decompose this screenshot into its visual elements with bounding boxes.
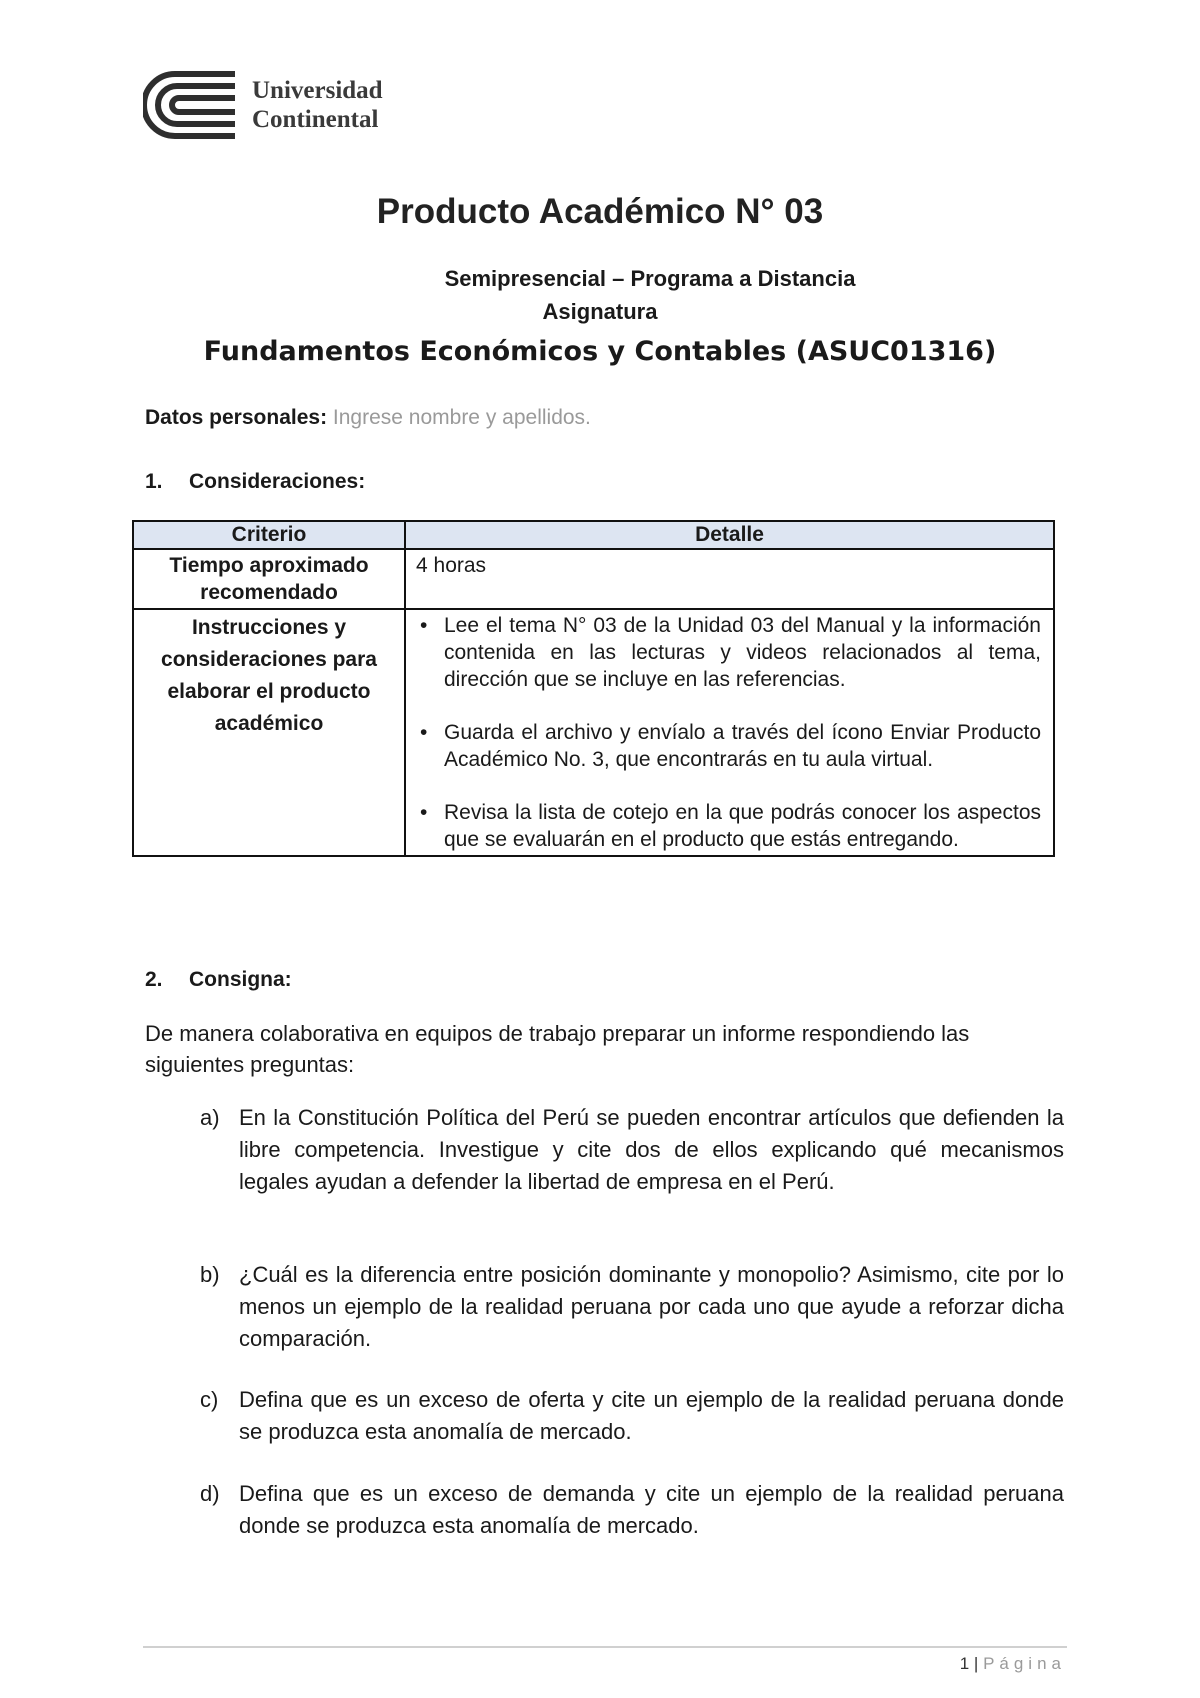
header-criterio: Criterio	[133, 521, 405, 549]
footer-divider	[143, 1646, 1067, 1648]
question-item	[200, 1384, 1064, 1448]
personal-data	[145, 406, 591, 430]
criteria-table	[132, 520, 1055, 857]
question-text: Defina que es un exceso de demanda y cite un ejemplo de la realidad peruana donde se produzca esta anomalía de mercado.	[239, 1481, 1064, 1538]
logo-text	[252, 76, 383, 134]
page-footer	[940, 1654, 1066, 1674]
question-text: En la Constitución Política del Perú se pueden encontrar artículos que defienden la libre competencia. Investigue y cite dos de ellos explicando qué mecanismos legales ayudan a defender la libertad de empresa en el Perú.	[239, 1105, 1064, 1194]
page-title: Producto Académico N° 03	[376, 192, 824, 231]
personal-label: Datos personales:	[145, 406, 328, 429]
footer-separator: |	[973, 1654, 979, 1673]
section-title: Consideraciones:	[189, 470, 366, 493]
criterio-cell: Tiempo aproximado recomendado	[133, 549, 405, 609]
list-item: • Lee el tema N° 03 de la Unidad 03 del Manual y la información contenida en las lecturas y videos relacionados al tema, dirección que se incluye en las referencias.	[444, 612, 1041, 693]
header-detalle: Detalle	[405, 521, 1054, 549]
section-number: 1.	[145, 470, 163, 493]
logo-line-2: Continental	[252, 106, 379, 133]
question-item	[200, 1259, 1064, 1355]
question-item	[200, 1478, 1064, 1542]
asignatura-label: Asignatura	[542, 299, 658, 324]
course-title: Fundamentos Económicos y Contables (ASUC01316)	[203, 336, 997, 367]
detalle-cell: 4 horas	[405, 549, 1054, 609]
section-considerations	[145, 470, 365, 494]
question-label: a)	[200, 1105, 220, 1130]
question-label: b)	[200, 1262, 220, 1287]
question-label: c)	[200, 1387, 219, 1412]
name-field[interactable]: Ingrese nombre y apellidos.	[332, 406, 591, 429]
question-item	[200, 1102, 1064, 1198]
list-item: • Guarda el archivo y envíalo a través del ícono Enviar Producto Académico No. 3, que encontrarás en tu aula virtual.	[444, 719, 1041, 773]
question-label: d)	[200, 1481, 220, 1506]
page-number: 1	[959, 1654, 970, 1673]
detalle-cell	[405, 609, 1054, 856]
page-word: Página	[983, 1654, 1066, 1673]
table-header-row	[133, 521, 1054, 549]
section-number: 2.	[145, 968, 163, 991]
list-item: • Revisa la lista de cotejo en la que podrás conocer los aspectos que se evaluarán en el producto que estás entregando.	[444, 799, 1041, 853]
question-text: Defina que es un exceso de oferta y cite un ejemplo de la realidad peruana donde se produzca esta anomalía de mercado.	[239, 1387, 1064, 1444]
table-row	[133, 609, 1054, 856]
instructions-list	[416, 612, 1041, 853]
section-title: Consigna:	[189, 968, 292, 991]
intro-paragraph: De manera colaborativa en equipos de trabajo preparar un informe respondiendo las siguientes preguntas:	[145, 1021, 970, 1077]
section-consigna	[145, 968, 292, 992]
criterio-cell: Instrucciones y consideraciones para elaborar el producto académico	[133, 609, 405, 856]
subtitle: Semipresencial – Programa a Distancia	[444, 266, 856, 291]
table-row	[133, 549, 1054, 609]
logo-line-1: Universidad	[252, 77, 383, 104]
question-text: ¿Cuál es la diferencia entre posición dominante y monopolio? Asimismo, cite por lo menos un ejemplo de la realidad peruana por cada uno que ayude a reforzar dicha comparación.	[239, 1262, 1064, 1351]
